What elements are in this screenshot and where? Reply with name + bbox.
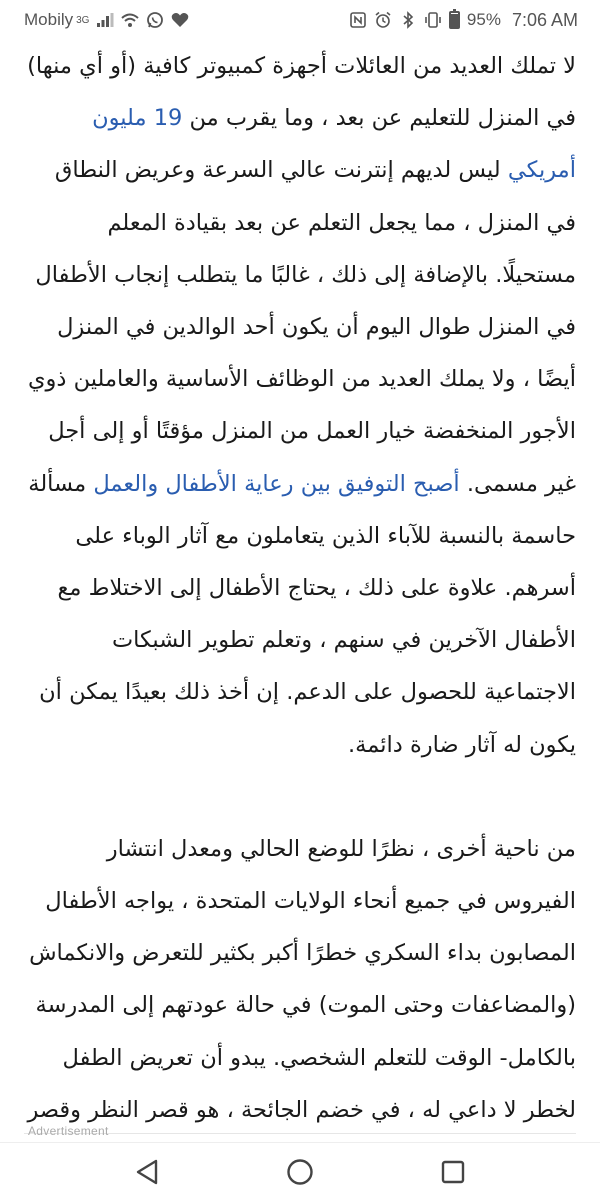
carrier-name: Mobily xyxy=(24,10,74,29)
article-paragraph-2: من ناحية أخرى ، نظرًا للوضع الحالي ومعدل انتشار الفيروس في جميع أنحاء الولايات المتحدة ، يواجه الأطفال المصابون بداء السكري خطرًا أكبر بكثير للتعرض والانكماش (والمضاعفات وحتى الموت) في حالة عودتهم إلى المدرسة بالكامل- الوقت للتعلم الشخصي. يبدو أن تعريض الطفل لخطر لا داعي له ، في خضم الجائحة ، هو قصر النظر وقصر xyxy=(27,835,576,1123)
home-button[interactable] xyxy=(280,1152,320,1192)
article-paragraph-1 xyxy=(24,40,576,771)
home-icon xyxy=(286,1158,314,1186)
battery-fill xyxy=(451,14,458,27)
recents-icon xyxy=(440,1159,466,1185)
vibrate-icon xyxy=(424,11,442,29)
alarm-icon xyxy=(374,11,392,29)
paragraph-text: لا تملك العديد من العائلات أجهزة كمبيوتر كافية (أو أي منها) في المنزل للتعليم عن بعد ، وما يقرب من xyxy=(27,53,576,132)
status-bar xyxy=(0,0,600,40)
battery-percent: 95% xyxy=(466,10,501,29)
recents-button[interactable] xyxy=(433,1152,473,1192)
signal-icon xyxy=(96,11,114,29)
article-body xyxy=(24,40,576,1188)
link-19-million-americans[interactable]: 19 مليون أمريكي xyxy=(92,105,576,184)
status-left xyxy=(24,10,189,30)
wifi-icon xyxy=(121,11,139,29)
navigation-bar xyxy=(0,1142,600,1200)
battery-icon xyxy=(449,11,460,29)
status-right xyxy=(349,10,578,31)
bluetooth-icon xyxy=(399,11,417,29)
whatsapp-icon xyxy=(146,11,164,29)
clock: 7:06 AM xyxy=(511,9,578,30)
network-type: 3G xyxy=(76,14,90,26)
back-button[interactable] xyxy=(127,1152,167,1192)
nfc-icon xyxy=(349,11,367,29)
advertisement-label: Advertisement xyxy=(28,1124,109,1138)
heart-icon xyxy=(171,11,189,29)
back-icon xyxy=(134,1158,160,1186)
paragraph-text: ليس لديهم إنترنت عالي السرعة وعريض النطاق في المنزل ، مما يجعل التعلم عن بعد بقيادة المعلم مستحيلًا. بالإضافة إلى ذلك ، غالبًا ما يتطلب إنجاب الأطفال في المنزل طوال اليوم أن يكون أحد الوالدين في المنزل أيضًا ، ولا يملك العديد من الوظائف الأساسية والعاملين ذوي الأجور المنخفضة خيار العمل من المنزل مؤقتًا أو إلى أجل غير مسمى. xyxy=(27,157,576,497)
link-childcare-work-balance[interactable]: أصبح التوفيق بين رعاية الأطفال والعمل xyxy=(93,470,460,497)
paragraph-text: مسألة حاسمة بالنسبة للآباء الذين يتعاملون مع آثار الوباء على أسرهم. علاوة على ذلك ، يحتاج الأطفال إلى الاختلاط مع الأطفال الآخرين في سنهم ، وتعلم تطوير الشبكات الاجتماعية للحصول على الدعم. إن أخذ ذلك بعيدًا يمكن أن يكون له آثار ضارة دائمة. xyxy=(28,470,576,758)
